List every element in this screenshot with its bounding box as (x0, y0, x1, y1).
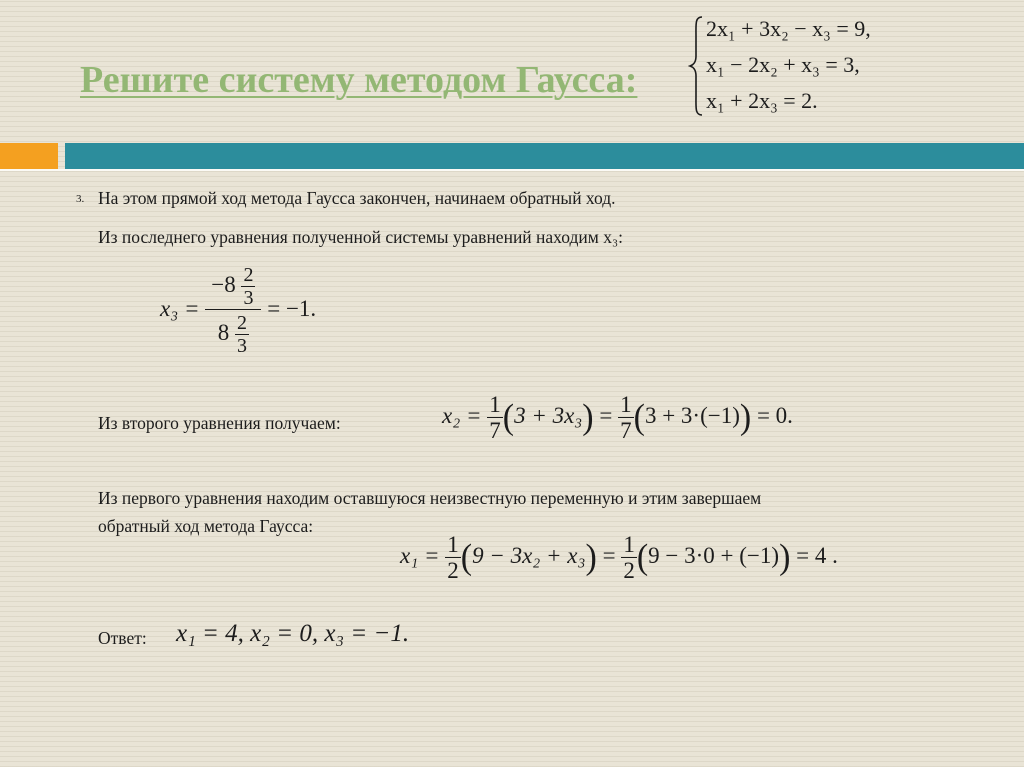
x1-formula: x₁ = $\frac{1}{2}$ (9 − 3x₂ + x₃) = $\frac{1}{2}$ (9 − 3·0 + (−1)) = 4 . (400, 532, 838, 584)
x3-formula (160, 264, 316, 357)
text-line-3: Из второго уравнения получаем: (98, 413, 341, 433)
answer-value: x₁ = 4, x₂ = 0, x₃ = −1. (176, 620, 410, 647)
x2-inner-2: 3 + 3·(−1) (644, 403, 740, 429)
x3-num-whole: −8 (211, 271, 236, 297)
x2-formula: x₂ = $\frac{1}{7}$ (3 + 3x₃) = $\frac{1}{7}$ (3 + 3·(−1)) = 0. (442, 392, 793, 444)
x3-num-mixed-top: 2 (243, 264, 254, 286)
answer-label: Ответ: (98, 628, 147, 648)
x2-frac2-den: 7 (620, 418, 632, 444)
x2-frac1-num: 1 (489, 392, 501, 417)
text-line-4: Из первого уравнения находим оставшуюся неизвестную переменную и этим завершаем (98, 488, 762, 508)
x2-frac2-num: 1 (620, 392, 632, 417)
x1-inner-1: 9 − 3x₂ + x₃ (472, 543, 586, 569)
x2-equals: = (599, 403, 613, 429)
x1-fraction-2 (621, 532, 637, 584)
x3-den-mixed-bottom: 3 (236, 335, 247, 357)
text-line-1: На этом прямой ход метода Гаусса закончен, начинаем обратный ход. (98, 188, 616, 208)
x2-lhs: x₂ = (442, 403, 482, 429)
x3-den-whole: 8 (217, 319, 230, 345)
system-equation-3: x₁ + 2x₃ = 2. (706, 88, 818, 113)
x3-main-fraction (205, 264, 261, 357)
x1-result: = 4 . (796, 543, 838, 569)
x1-inner-2: 9 − 3·0 + (−1) (648, 543, 780, 569)
x3-den-mixed-top: 2 (236, 312, 247, 334)
x1-frac1-den: 2 (447, 558, 459, 584)
x3-denominator (205, 310, 261, 357)
equation-system (688, 14, 908, 118)
x2-inner-1: 3 + 3x₃ (514, 403, 583, 429)
x2-result: = 0. (756, 403, 793, 429)
x3-den-mixed (235, 312, 249, 357)
step-number: 3. (76, 193, 85, 205)
system-brace-icon (688, 14, 704, 118)
text-line-2: Из последнего уравнения полученной системы уравнений находим x₃: (98, 227, 623, 247)
x3-lhs: x₃ = (160, 295, 200, 321)
x2-fraction-1 (487, 392, 503, 444)
x3-num-mixed-bottom: 3 (243, 287, 254, 309)
x1-frac2-num: 1 (623, 532, 635, 557)
slide-title: Решите систему методом Гаусса: (80, 59, 638, 101)
x1-equals: = (602, 543, 616, 569)
x2-fraction-2 (618, 392, 634, 444)
header-accent-bar (0, 143, 58, 169)
x2-frac1-den: 7 (489, 418, 501, 444)
x1-frac2-den: 2 (623, 558, 635, 584)
system-equation-2: x₁ − 2x₂ + x₃ = 3, (706, 52, 860, 77)
x1-frac1-num: 1 (447, 532, 459, 557)
header-divider (0, 169, 1024, 171)
x3-result: = −1. (267, 295, 317, 321)
header-bar (65, 143, 1024, 169)
system-equation-1: 2x₁ + 3x₂ − x₃ = 9, (706, 16, 871, 41)
x3-numerator (205, 264, 261, 310)
text-line-5: обратный ход метода Гаусса: (98, 516, 314, 536)
x3-num-mixed (241, 264, 255, 309)
x1-lhs: x₁ = (400, 543, 440, 569)
x1-fraction-1 (445, 532, 461, 584)
